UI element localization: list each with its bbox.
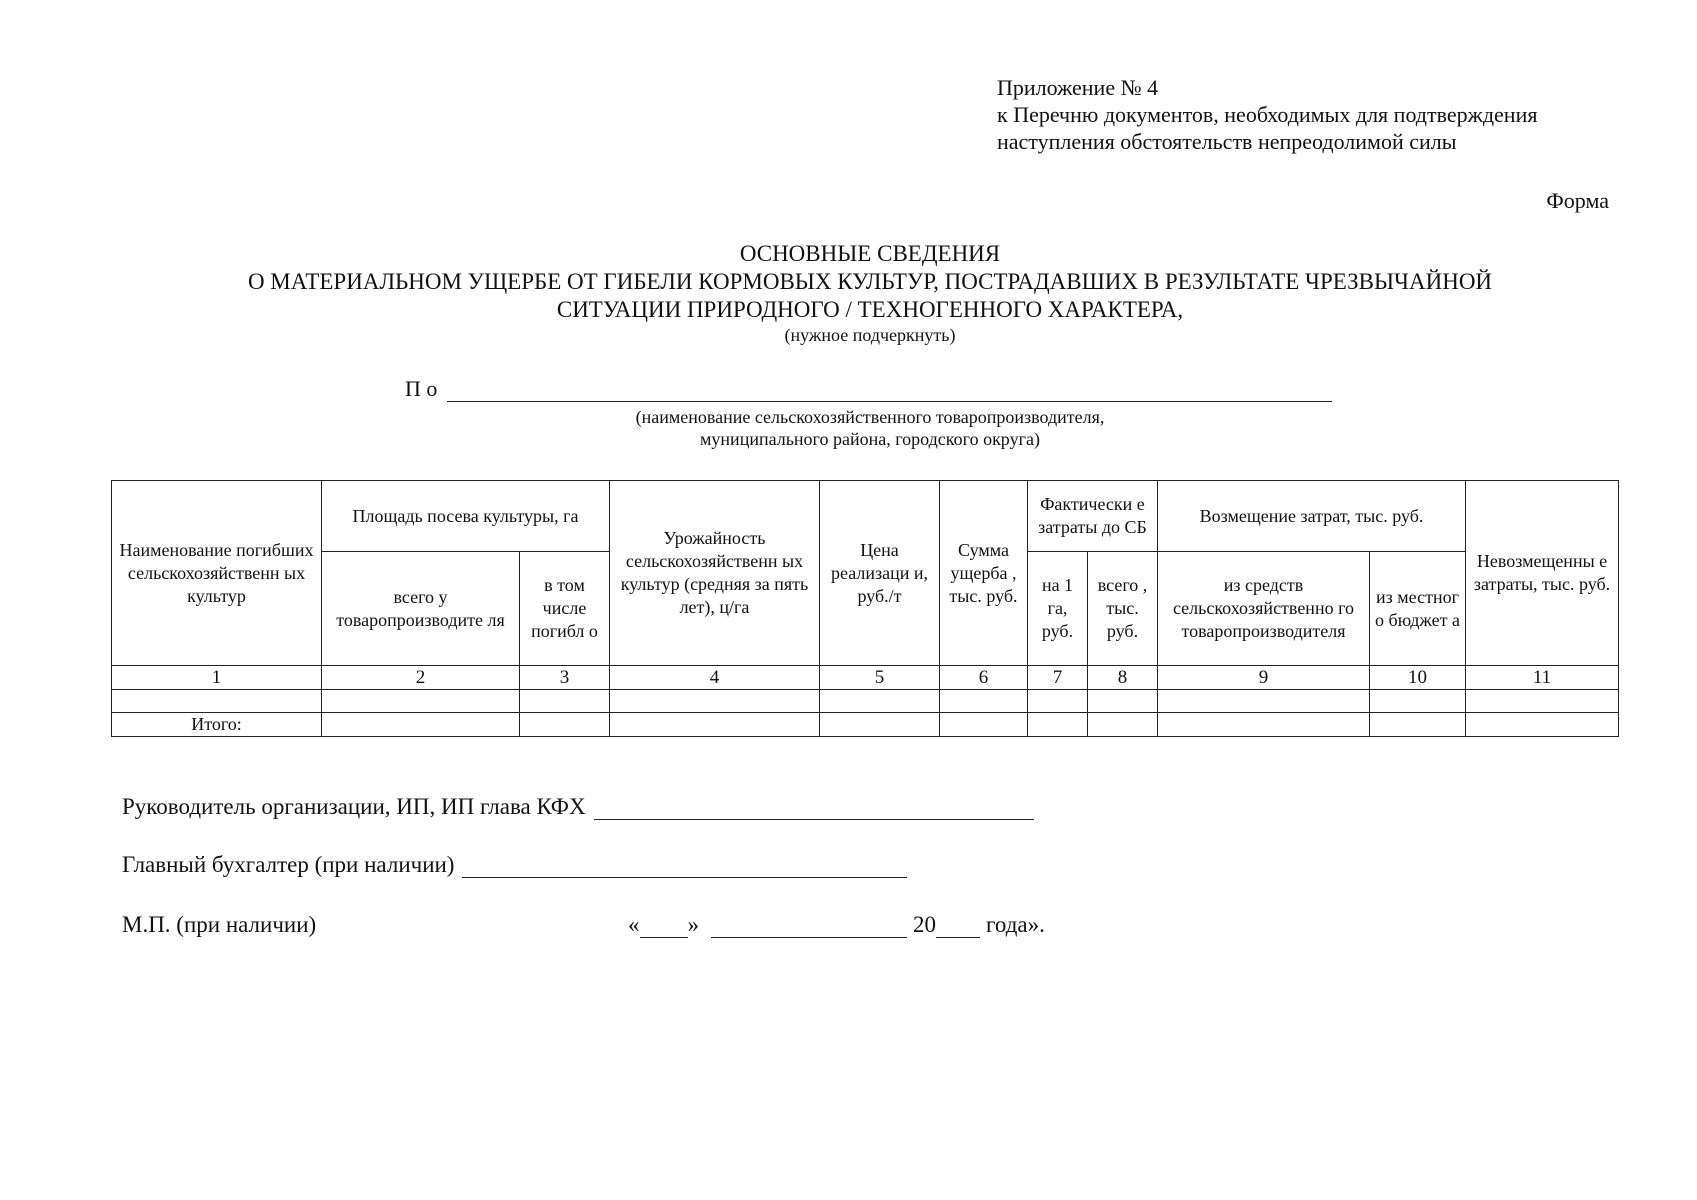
appendix-line-3: наступления обстоятельств непреодолимой силы: [997, 129, 1457, 154]
table-cell[interactable]: [820, 713, 940, 737]
form-label: Форма: [1546, 188, 1609, 213]
table-cell[interactable]: [1028, 690, 1088, 713]
table-cell[interactable]: [1466, 713, 1619, 737]
table-cell[interactable]: [940, 690, 1028, 713]
header-price: Цена реализаци и, руб./т: [820, 481, 940, 666]
date-close-quote: »: [687, 912, 699, 937]
date-open-quote: «: [628, 912, 640, 937]
title-line-2: О МАТЕРИАЛЬНОМ УЩЕРБЕ ОТ ГИБЕЛИ КОРМОВЫХ КУЛЬТУР, ПОСТРАДАВШИХ В РЕЗУЛЬТАТЕ ЧРЕЗВЫЧАЙНОЙ: [247, 269, 1493, 294]
header-actual-total: всего , тыс. руб.: [1088, 552, 1158, 666]
column-number: 9: [1158, 666, 1370, 690]
table-cell[interactable]: [820, 690, 940, 713]
table-cell[interactable]: [940, 713, 1028, 737]
po-line: [405, 376, 1332, 402]
header-comp-producer: из средств сельскохозяйственно го товаропроизводителя: [1158, 552, 1370, 666]
po-label: П о: [405, 376, 438, 401]
date-year-field[interactable]: [936, 915, 980, 938]
po-blank-field[interactable]: [447, 377, 1332, 402]
date-suffix: года».: [986, 912, 1045, 937]
title-note: (нужное подчеркнуть): [784, 325, 956, 345]
date-year-prefix: 20: [913, 912, 936, 937]
header-comp-local: из местног о бюджет а: [1370, 552, 1466, 666]
accountant-signature-field[interactable]: [462, 853, 907, 878]
head-signature-line: [122, 794, 1034, 820]
column-number-row: [112, 666, 1619, 690]
header-actual-costs-group: Фактически е затраты до СБ: [1028, 481, 1158, 552]
column-number: 2: [322, 666, 520, 690]
column-number: 1: [112, 666, 322, 690]
total-label: Итого:: [112, 713, 322, 737]
damage-table: [111, 480, 1619, 737]
header-area-lost: в том числе погибл о: [520, 552, 610, 666]
table-cell[interactable]: [1370, 690, 1466, 713]
head-signature-label: Руководитель организации, ИП, ИП глава КФХ: [122, 794, 586, 819]
header-damage-sum: Сумма ущерба , тыс. руб.: [940, 481, 1028, 666]
table-cell[interactable]: [1088, 690, 1158, 713]
table-cell[interactable]: [1158, 713, 1370, 737]
stamp-line: [122, 912, 316, 938]
title-line-3: СИТУАЦИИ ПРИРОДНОГО / ТЕХНОГЕННОГО ХАРАКТЕРА,: [556, 297, 1184, 322]
column-number: 6: [940, 666, 1028, 690]
column-number: 7: [1028, 666, 1088, 690]
column-number: 8: [1088, 666, 1158, 690]
header-actual-per-ha: на 1 га, руб.: [1028, 552, 1088, 666]
column-number: 11: [1466, 666, 1619, 690]
header-area-group: Площадь посева культуры, га: [322, 481, 610, 552]
date-month-field[interactable]: [711, 915, 907, 938]
column-number: 5: [820, 666, 940, 690]
table-cell[interactable]: [322, 690, 520, 713]
table-cell[interactable]: [520, 713, 610, 737]
header-compensation-group: Возмещение затрат, тыс. руб.: [1158, 481, 1466, 552]
table-cell[interactable]: [1158, 690, 1370, 713]
header-yield: Урожайность сельскохозяйственн ых культур (средняя за пять лет), ц/га: [610, 481, 820, 666]
table-row: [112, 690, 1619, 713]
appendix-header: [997, 74, 1537, 155]
table-cell[interactable]: [610, 690, 820, 713]
total-row: [112, 713, 1619, 737]
column-number: 10: [1370, 666, 1466, 690]
accountant-signature-label: Главный бухгалтер (при наличии): [122, 852, 455, 877]
table-cell[interactable]: [322, 713, 520, 737]
accountant-signature-line: [122, 852, 907, 878]
table-cell[interactable]: [610, 713, 820, 737]
table-cell[interactable]: [1028, 713, 1088, 737]
po-caption: [520, 406, 1220, 450]
header-area-total: всего у товаропроизводите ля: [322, 552, 520, 666]
document-title: [150, 240, 1590, 346]
title-line-1: ОСНОВНЫЕ СВЕДЕНИЯ: [739, 241, 1001, 266]
po-caption-line-2: муниципального района, городского округа): [700, 429, 1040, 449]
stamp-label: М.П. (при наличии): [122, 912, 317, 937]
table-header-row: [112, 481, 1619, 552]
table-cell[interactable]: [520, 690, 610, 713]
header-crop-name: Наименование погибших сельскохозяйственн ых культур: [112, 481, 322, 666]
date-line: [628, 912, 1045, 938]
header-uncompensated: Невозмещенны е затраты, тыс. руб.: [1466, 481, 1619, 666]
table-cell[interactable]: [1466, 690, 1619, 713]
head-signature-field[interactable]: [594, 795, 1034, 820]
table-cell[interactable]: [112, 690, 322, 713]
date-day-field[interactable]: [640, 915, 688, 938]
appendix-number: Приложение № 4: [997, 75, 1159, 100]
table-cell[interactable]: [1088, 713, 1158, 737]
column-number: 4: [610, 666, 820, 690]
po-caption-line-1: (наименование сельскохозяйственного товаропроизводителя,: [635, 407, 1105, 427]
appendix-line-2: к Перечню документов, необходимых для подтверждения: [997, 102, 1538, 127]
column-number: 3: [520, 666, 610, 690]
table-cell[interactable]: [1370, 713, 1466, 737]
